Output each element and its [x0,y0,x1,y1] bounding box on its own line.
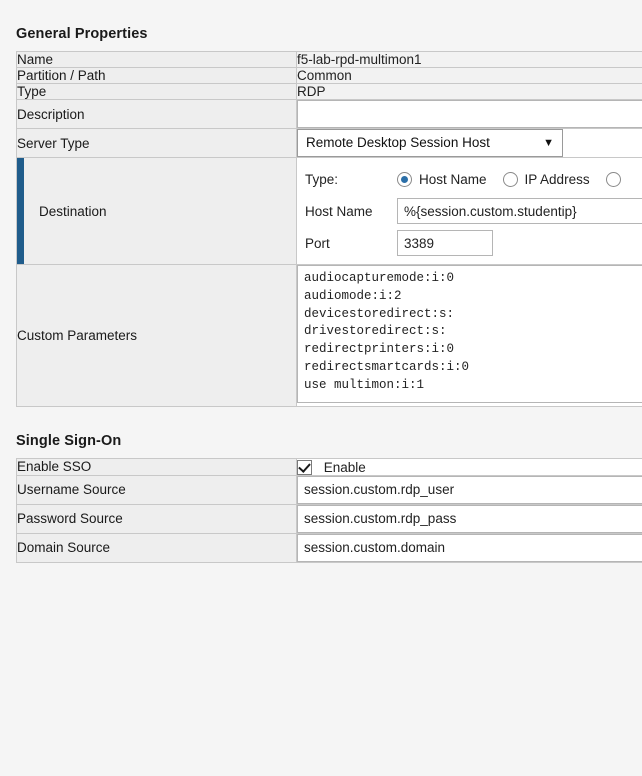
radio-ip-address-label: IP Address [525,172,590,187]
table-row [17,504,642,533]
table-row [17,533,642,562]
properties-page [0,26,642,563]
table-row [17,475,642,504]
username-source-input[interactable] [297,476,642,504]
row-label-domain-source: Domain Source [17,533,297,562]
row-value-password-source [297,504,642,533]
table-row [17,84,642,100]
port-label: Port [305,236,397,251]
row-label-destination [17,158,297,265]
radio-host-name-label: Host Name [419,172,487,187]
chevron-down-icon: ▼ [543,135,554,151]
row-label-enable-sso: Enable SSO [17,459,297,476]
row-value-domain-source [297,533,642,562]
radio-ip-address[interactable] [503,172,518,187]
row-label-password-source: Password Source [17,504,297,533]
password-source-input[interactable] [297,505,642,533]
description-input[interactable] [297,100,642,128]
row-value-username-source [297,475,642,504]
row-value-type: RDP [297,84,642,100]
domain-source-input[interactable] [297,534,642,562]
section-accent-bar [17,158,24,264]
destination-type-row [305,166,642,192]
host-name-input[interactable] [397,198,642,224]
table-row-destination [17,158,642,265]
table-row [17,100,642,129]
row-value-custom-parameters [297,265,642,407]
row-value-description [297,100,642,129]
row-value-destination [297,158,642,265]
table-row [17,129,642,158]
destination-type-label: Type: [305,172,397,187]
destination-host-row [305,198,642,224]
enable-sso-checkbox-label: Enable [324,460,366,475]
port-input[interactable] [397,230,493,256]
table-row [17,68,642,84]
radio-host-name[interactable] [397,172,412,187]
row-label-custom-parameters: Custom Parameters [17,265,297,407]
row-label-description: Description [17,100,297,129]
row-value-name: f5-lab-rpd-multimon1 [297,52,642,68]
table-row [17,265,642,407]
row-label-name: Name [17,52,297,68]
destination-fields [297,158,642,264]
row-value-enable-sso [297,459,642,476]
custom-parameters-textarea[interactable] [297,265,642,403]
host-name-label: Host Name [305,204,397,219]
row-value-partition: Common [297,68,642,84]
table-row [17,52,642,68]
radio-extra-option[interactable] [606,172,621,187]
destination-label-text: Destination [39,204,107,219]
row-label-server-type: Server Type [17,129,297,158]
server-type-selected-value: Remote Desktop Session Host [306,135,490,150]
row-label-partition: Partition / Path [17,68,297,84]
enable-sso-checkbox[interactable] [297,460,312,475]
general-properties-title: General Properties [16,26,642,42]
general-properties-table [16,51,642,407]
row-label-username-source: Username Source [17,475,297,504]
row-label-type: Type [17,84,297,100]
single-sign-on-title: Single Sign-On [16,433,642,449]
single-sign-on-table [16,458,642,563]
table-row [17,459,642,476]
row-value-server-type [297,129,642,158]
server-type-select[interactable] [297,129,563,157]
destination-port-row [305,230,642,256]
